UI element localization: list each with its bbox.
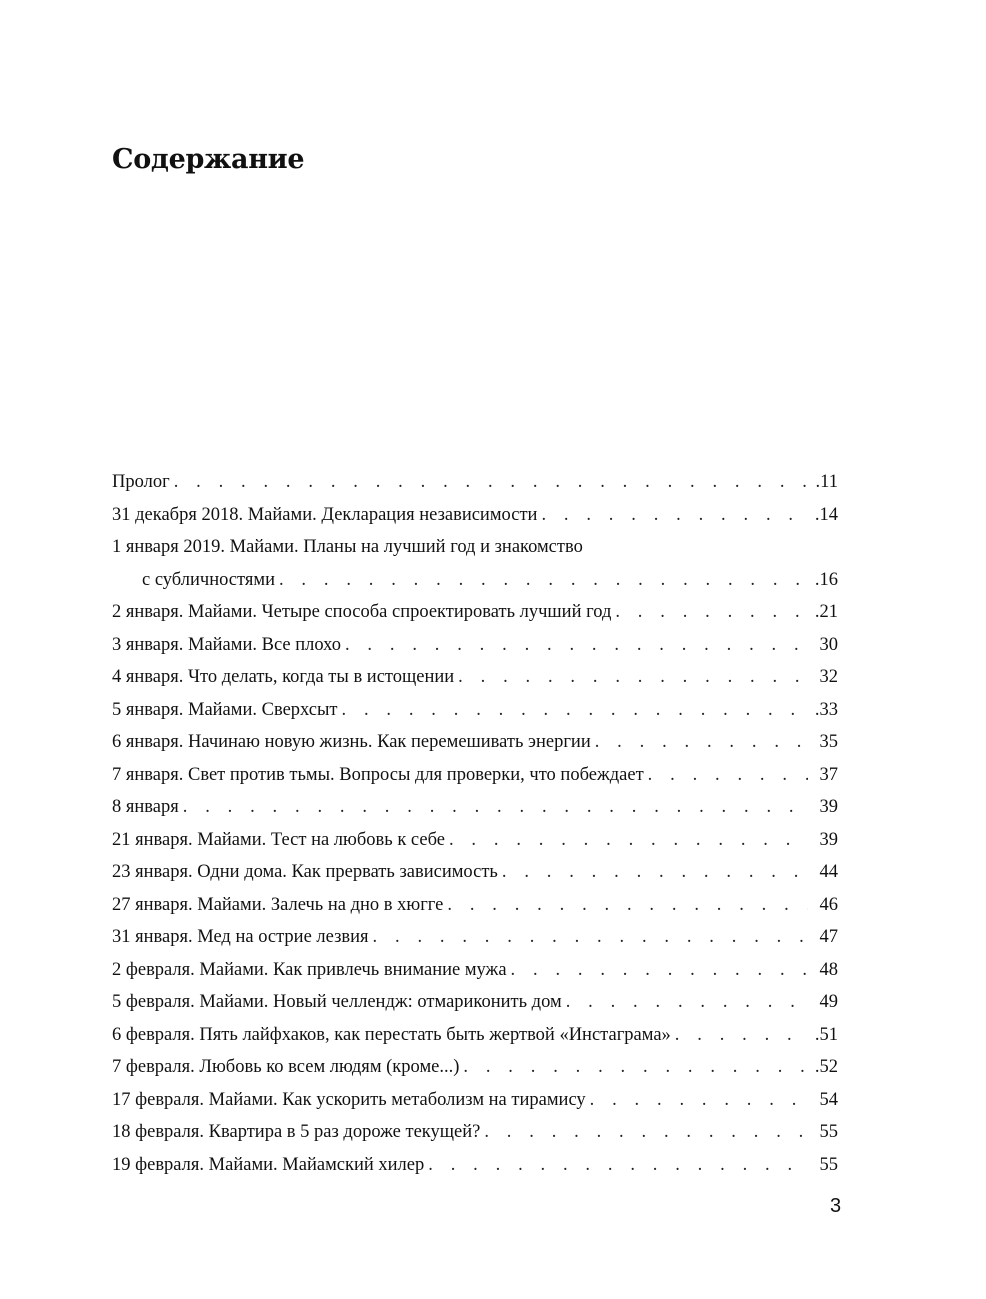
- toc-entry-line: [112, 954, 838, 987]
- toc-entry-line: [112, 1149, 838, 1182]
- toc-entry-page: 46: [819, 894, 838, 915]
- toc-entry-page: 44: [819, 862, 838, 882]
- toc-entry-title: 23 января. Одни дома. Как прервать зависимость: [112, 862, 498, 882]
- dot-leader: [373, 921, 808, 954]
- toc-entry[interactable]: [112, 596, 838, 629]
- toc-entry-line: [112, 499, 838, 532]
- toc-entry-title: 4 января. Что делать, когда ты в истощении: [112, 667, 455, 687]
- toc-entry-title: Пролог: [112, 472, 170, 492]
- toc-entry-page: .21: [814, 602, 838, 622]
- toc-entry-page: 55: [819, 1154, 838, 1175]
- toc-entry-line: [112, 466, 838, 499]
- toc-entry-line: [112, 629, 838, 662]
- toc-entry-page: 39: [819, 829, 838, 850]
- toc-entry[interactable]: [112, 531, 838, 596]
- toc-entry-page: .33: [814, 699, 838, 720]
- toc-entry-page: .11: [815, 472, 838, 492]
- toc-entry[interactable]: [112, 921, 838, 954]
- dot-leader: [484, 1116, 808, 1149]
- toc-entry-page: 49: [819, 992, 838, 1012]
- toc-entry[interactable]: [112, 759, 838, 792]
- toc-entry[interactable]: [112, 1019, 838, 1052]
- toc-entry[interactable]: [112, 694, 838, 727]
- toc-entry-title: 2 февраля. Майами. Как привлечь внимание мужа: [112, 959, 507, 980]
- dot-leader: [590, 1084, 808, 1117]
- toc-entry-line: [112, 856, 838, 889]
- toc-entry-title: 31 декабря 2018. Майами. Декларация независимости: [112, 504, 538, 525]
- toc-entry-page: .51: [814, 1024, 838, 1045]
- dot-leader: [502, 856, 808, 889]
- toc-entry-line: [112, 694, 838, 727]
- toc-entry[interactable]: [112, 726, 838, 759]
- dot-leader: [511, 954, 808, 987]
- toc-entry-page: 48: [819, 959, 838, 980]
- page-number: 3: [830, 1195, 842, 1217]
- toc-entry-line: [112, 986, 838, 1019]
- toc-entry[interactable]: [112, 1051, 838, 1084]
- toc-entry[interactable]: [112, 824, 838, 857]
- toc-entry-page: 47: [819, 927, 838, 947]
- toc-entry-line: [112, 824, 838, 857]
- dot-leader: [449, 824, 808, 857]
- toc-entry-title: 3 января. Майами. Все плохо: [112, 634, 341, 655]
- toc-entry-line: [112, 791, 838, 824]
- toc-entry-title: 18 февраля. Квартира в 5 раз дороже текущей?: [112, 1122, 481, 1142]
- toc-entry-page: 35: [819, 732, 838, 752]
- toc-entry-page: .52: [814, 1057, 838, 1077]
- toc-entry-page: .14: [814, 504, 838, 525]
- toc-entry-page: 39: [819, 797, 838, 817]
- dot-leader: [595, 726, 808, 759]
- toc-entry-page: 32: [819, 667, 838, 687]
- toc-entry-line: [112, 1019, 838, 1052]
- toc-entry[interactable]: [112, 889, 838, 922]
- toc-entry-title: 31 января. Мед на острие лезвия: [112, 927, 369, 947]
- toc-entry-page: 54: [819, 1089, 838, 1110]
- toc-entry-title: 5 февраля. Майами. Новый челлендж: отмариконить дом: [112, 992, 562, 1012]
- dot-leader: [615, 596, 808, 629]
- dot-leader: [648, 759, 808, 792]
- toc-entry[interactable]: [112, 856, 838, 889]
- toc-entry[interactable]: [112, 466, 838, 499]
- toc-entry-page: 55: [819, 1122, 838, 1142]
- toc-entry[interactable]: [112, 629, 838, 662]
- page-title: Содержание: [112, 144, 305, 175]
- dot-leader: [428, 1149, 808, 1182]
- dot-leader: [279, 564, 808, 597]
- dot-leader: [174, 466, 808, 499]
- dot-leader: [566, 986, 808, 1019]
- toc-entry-title: 2 января. Майами. Четыре способа спроектировать лучший год: [112, 602, 612, 622]
- table-of-contents: [112, 466, 838, 1181]
- toc-entry-page: .16: [814, 569, 838, 590]
- toc-entry[interactable]: [112, 1116, 838, 1149]
- toc-entry-line: [112, 1051, 838, 1084]
- toc-entry[interactable]: [112, 1149, 838, 1182]
- dot-leader: [541, 499, 808, 532]
- toc-entry[interactable]: [112, 791, 838, 824]
- toc-entry-title: 7 февраля. Любовь ко всем людям (кроме...): [112, 1057, 460, 1077]
- dot-leader: [447, 889, 808, 922]
- toc-entry-title: 1 января 2019. Майами. Планы на лучший год и знакомство: [112, 537, 583, 557]
- toc-entry-line: [112, 531, 838, 564]
- toc-entry[interactable]: [112, 954, 838, 987]
- dot-leader: [463, 1051, 808, 1084]
- toc-entry[interactable]: [112, 986, 838, 1019]
- toc-entry-title-continuation: с субличностями: [142, 569, 275, 590]
- toc-entry-page: 30: [819, 634, 838, 655]
- toc-entry-title: 8 января: [112, 797, 179, 817]
- toc-entry-line: [112, 726, 838, 759]
- dot-leader: [345, 629, 808, 662]
- toc-entry-title: 7 января. Свет против тьмы. Вопросы для проверки, что побеждает: [112, 764, 644, 785]
- toc-entry-line: [112, 889, 838, 922]
- toc-entry-line: [112, 921, 838, 954]
- toc-entry[interactable]: [112, 1084, 838, 1117]
- toc-entry-title: 17 февраля. Майами. Как ускорить метаболизм на тирамису: [112, 1089, 586, 1110]
- toc-entry-title: 19 февраля. Майами. Майамский хилер: [112, 1154, 425, 1175]
- toc-entry-line: [112, 564, 838, 597]
- toc-entry-line: [112, 661, 838, 694]
- toc-entry[interactable]: [112, 661, 838, 694]
- dot-leader: [183, 791, 808, 824]
- toc-entry-line: [112, 596, 838, 629]
- toc-entry-line: [112, 759, 838, 792]
- toc-entry[interactable]: [112, 499, 838, 532]
- toc-entry-page: 37: [819, 764, 838, 785]
- toc-entry-title: 6 января. Начинаю новую жизнь. Как перемешивать энергии: [112, 732, 591, 752]
- toc-entry-line: [112, 1116, 838, 1149]
- dot-leader: [675, 1019, 808, 1052]
- toc-entry-title: 27 января. Майами. Залечь на дно в хюгге: [112, 894, 444, 915]
- toc-entry-title: 21 января. Майами. Тест на любовь к себе: [112, 829, 445, 850]
- toc-entry-title: 5 января. Майами. Сверхсыт: [112, 699, 338, 720]
- toc-entry-line: [112, 1084, 838, 1117]
- dot-leader: [342, 694, 809, 727]
- toc-entry-title: 6 февраля. Пять лайфхаков, как перестать быть жертвой «Инстаграма»: [112, 1024, 671, 1045]
- dot-leader: [458, 661, 808, 694]
